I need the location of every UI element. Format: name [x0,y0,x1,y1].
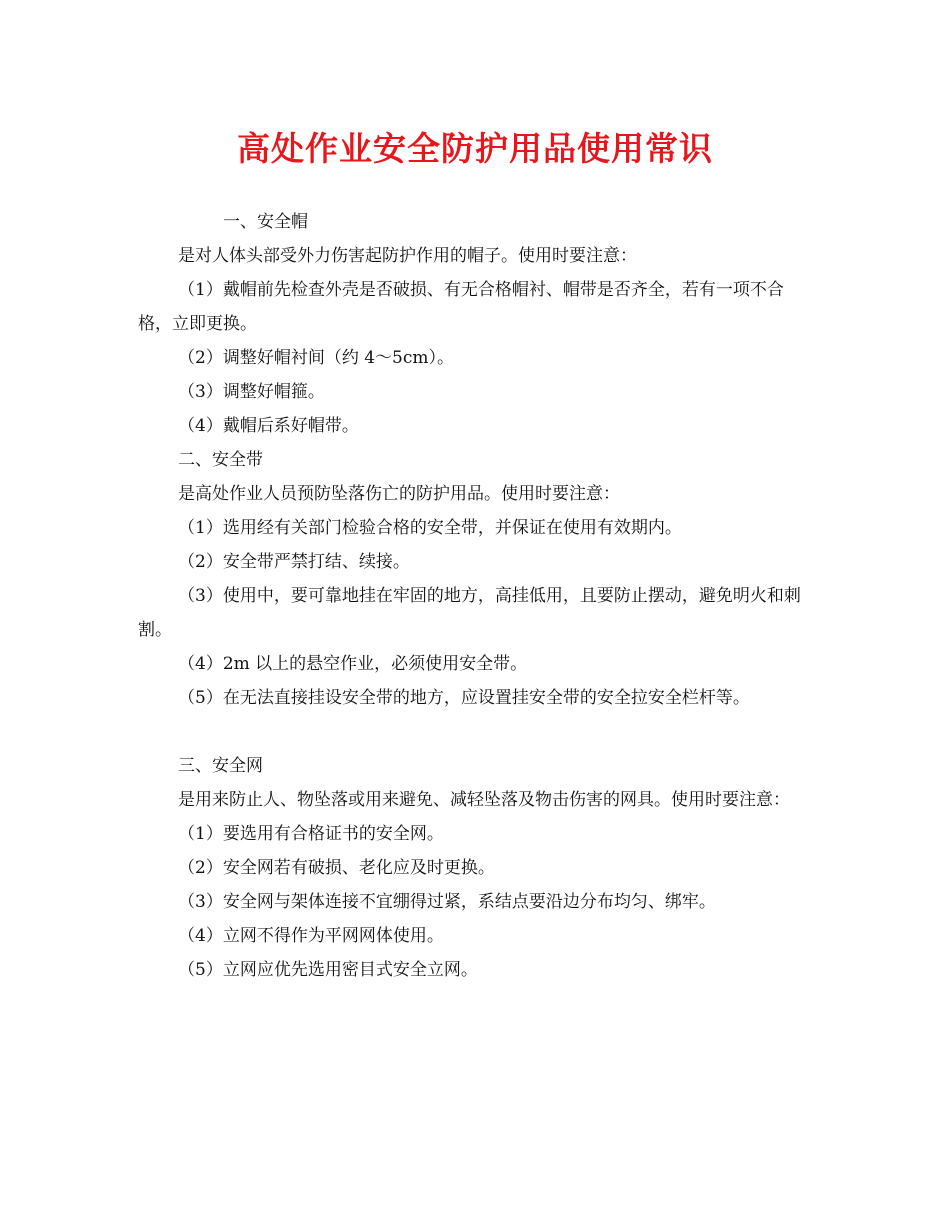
list-item: （1）选用经有关部门检验合格的安全带，并保证在使用有效期内。 [178,518,682,538]
section-spacer [138,715,816,749]
section-intro-net: 是用来防止人、物坠落或用来避免、减轻坠落及物击伤害的网具。使用时要注意： [178,790,790,810]
list-item: （3）安全网与架体连接不宜绷得过紧，系结点要沿边分布均匀、绑牢。 [178,892,716,912]
section-heading-belt: 二、安全带 [178,450,263,470]
list-item: （2）安全网若有破损、老化应及时更换。 [178,858,495,878]
document-title: 高处作业安全防护用品使用常识 [237,129,713,168]
section-heading-helmet: 一、安全帽 [223,212,308,232]
list-item: （2）调整好帽衬间（约 4～5cm）。 [178,348,454,368]
list-item: （5）立网应优先选用密目式安全立网。 [178,960,478,980]
list-item: （1）戴帽前先检查外壳是否破损、有无合格帽衬、帽带是否齐全，若有一项不合格，立即更换。 [138,280,784,334]
list-item: （4）戴帽后系好帽带。 [178,416,359,436]
list-item: （4）立网不得作为平网网体使用。 [178,926,444,946]
section-heading-net: 三、安全网 [178,756,263,776]
list-item: （5）在无法直接挂设安全带的地方，应设置挂安全带的安全拉安全栏杆等。 [178,688,750,708]
list-item: （1）要选用有合格证书的安全网。 [178,824,444,844]
document-body [138,205,816,987]
section-intro-belt: 是高处作业人员预防坠落伤亡的防护用品。使用时要注意： [178,484,620,504]
list-item: （3）使用中，要可靠地挂在牢固的地方，高挂低用，且要防止摆动，避免明火和刺割。 [138,586,801,640]
list-item: （2）安全带严禁打结、续接。 [178,552,410,572]
list-item: （3）调整好帽箍。 [178,382,325,402]
list-item: （4）2m 以上的悬空作业，必须使用安全带。 [178,654,528,674]
section-intro-helmet: 是对人体头部受外力伤害起防护作用的帽子。使用时要注意： [178,246,637,266]
